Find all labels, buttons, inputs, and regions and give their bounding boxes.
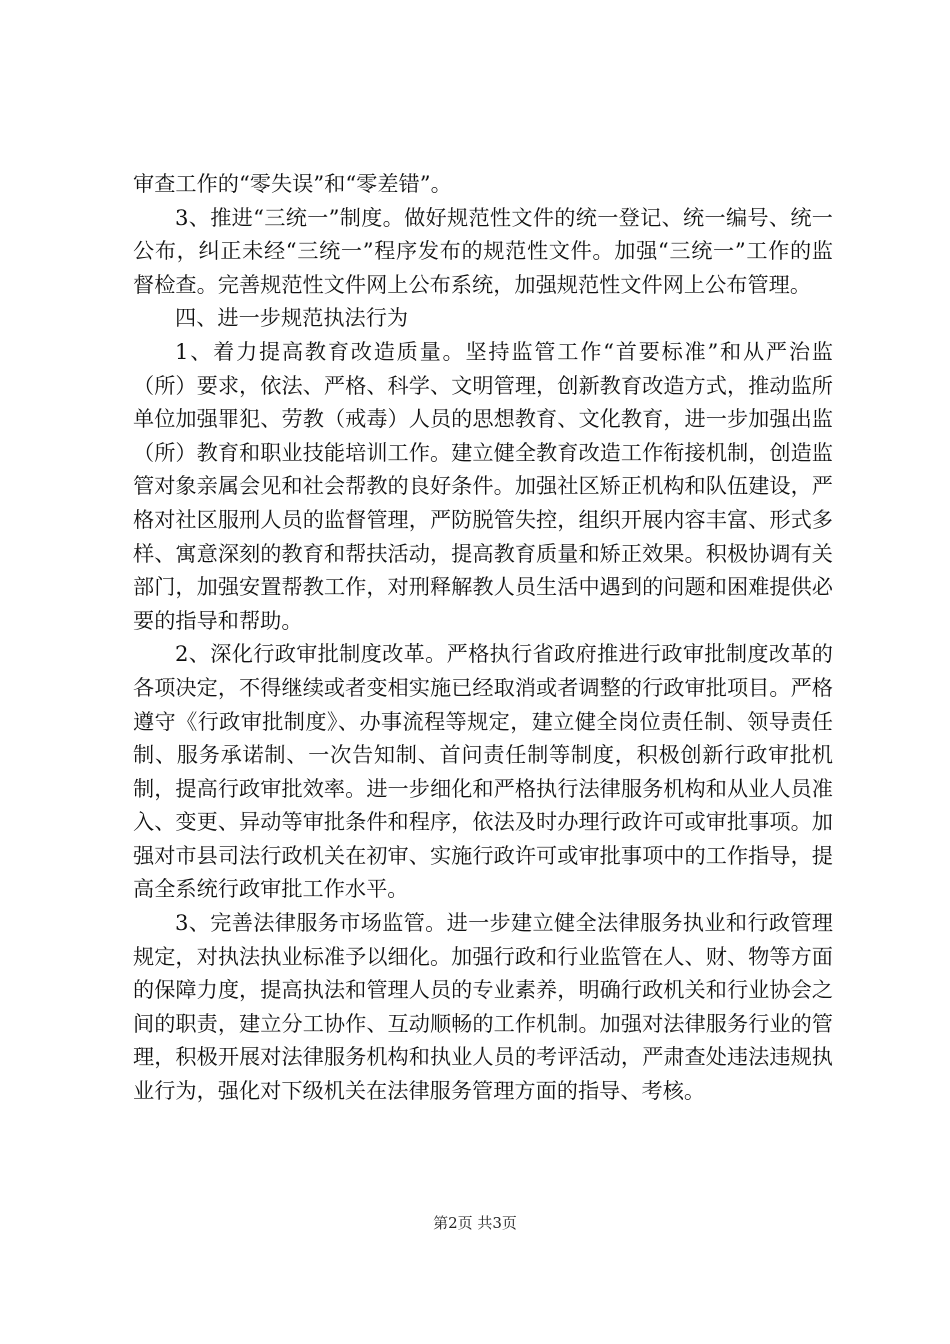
document-body [133,167,833,1108]
body-paragraph: 1、着力提高教育改造质量。坚持监管工作“首要标准”和从严治监（所）要求，依法、严格、科学、文明管理，创新教育改造方式，推动监所单位加强罪犯、劳教（戒毒）人员的思想教育、文化教育，进一步加强出监（所）教育和职业技能培训工作。建立健全教育改造工作衔接机制，创造监管对象亲属会见和社会帮教的良好条件。加强社区矫正机构和队伍建设，严格对社区服刑人员的监督管理，严防脱管失控，组织开展内容丰富、形式多样、寓意深刻的教育和帮扶活动，提高教育质量和矫正效果。积极协调有关部门，加强安置帮教工作，对刑释解教人员生活中遇到的问题和困难提供必要的指导和帮助。 [133,338,833,633]
body-paragraph: 2、深化行政审批制度改革。严格执行省政府推进行政审批制度改革的各项决定，不得继续或者变相实施已经取消或者调整的行政审批项目。严格遵守《行政审批制度》、办事流程等规定，建立健全岗位责任制、领导责任制、服务承诺制、一次告知制、首问责任制等制度，积极创新行政审批机制，提高行政审批效率。进一步细化和严格执行法律服务机构和从业人员准入、变更、异动等审批条件和程序，依法及时办理行政许可或审批事项。加强对市县司法行政机关在初审、实施行政许可或审批事项中的工作指导，提高全系统行政审批工作水平。 [133,641,833,902]
body-paragraph: 审查工作的“零失误”和“零差错”。 [133,171,452,196]
body-paragraph: 3、推进“三统一”制度。做好规范性文件的统一登记、统一编号、统一公布，纠正未经“三统一”程序发布的规范性文件。加强“三统一”工作的监督检查。完善规范性文件网上公布系统，加强规范性文件网上公布管理。 [133,204,833,297]
body-paragraph: 3、完善法律服务市场监管。进一步建立健全法律服务执业和行政管理规定，对执法执业标准予以细化。加强行政和行业监管在人、财、物等方面的保障力度，提高执法和管理人员的专业素养，明确行政机关和行业协会之间的职责，建立分工协作、互动顺畅的工作机制。加强对法律服务行业的管理，积极开展对法律服务机构和执业人员的考评活动，严肃查处违法违规执业行为，强化对下级机关在法律服务管理方面的指导、考核。 [133,910,833,1104]
page-footer: 第2页 共3页 [433,1214,517,1232]
body-paragraph: 四、进一步规范执法行为 [175,305,409,331]
